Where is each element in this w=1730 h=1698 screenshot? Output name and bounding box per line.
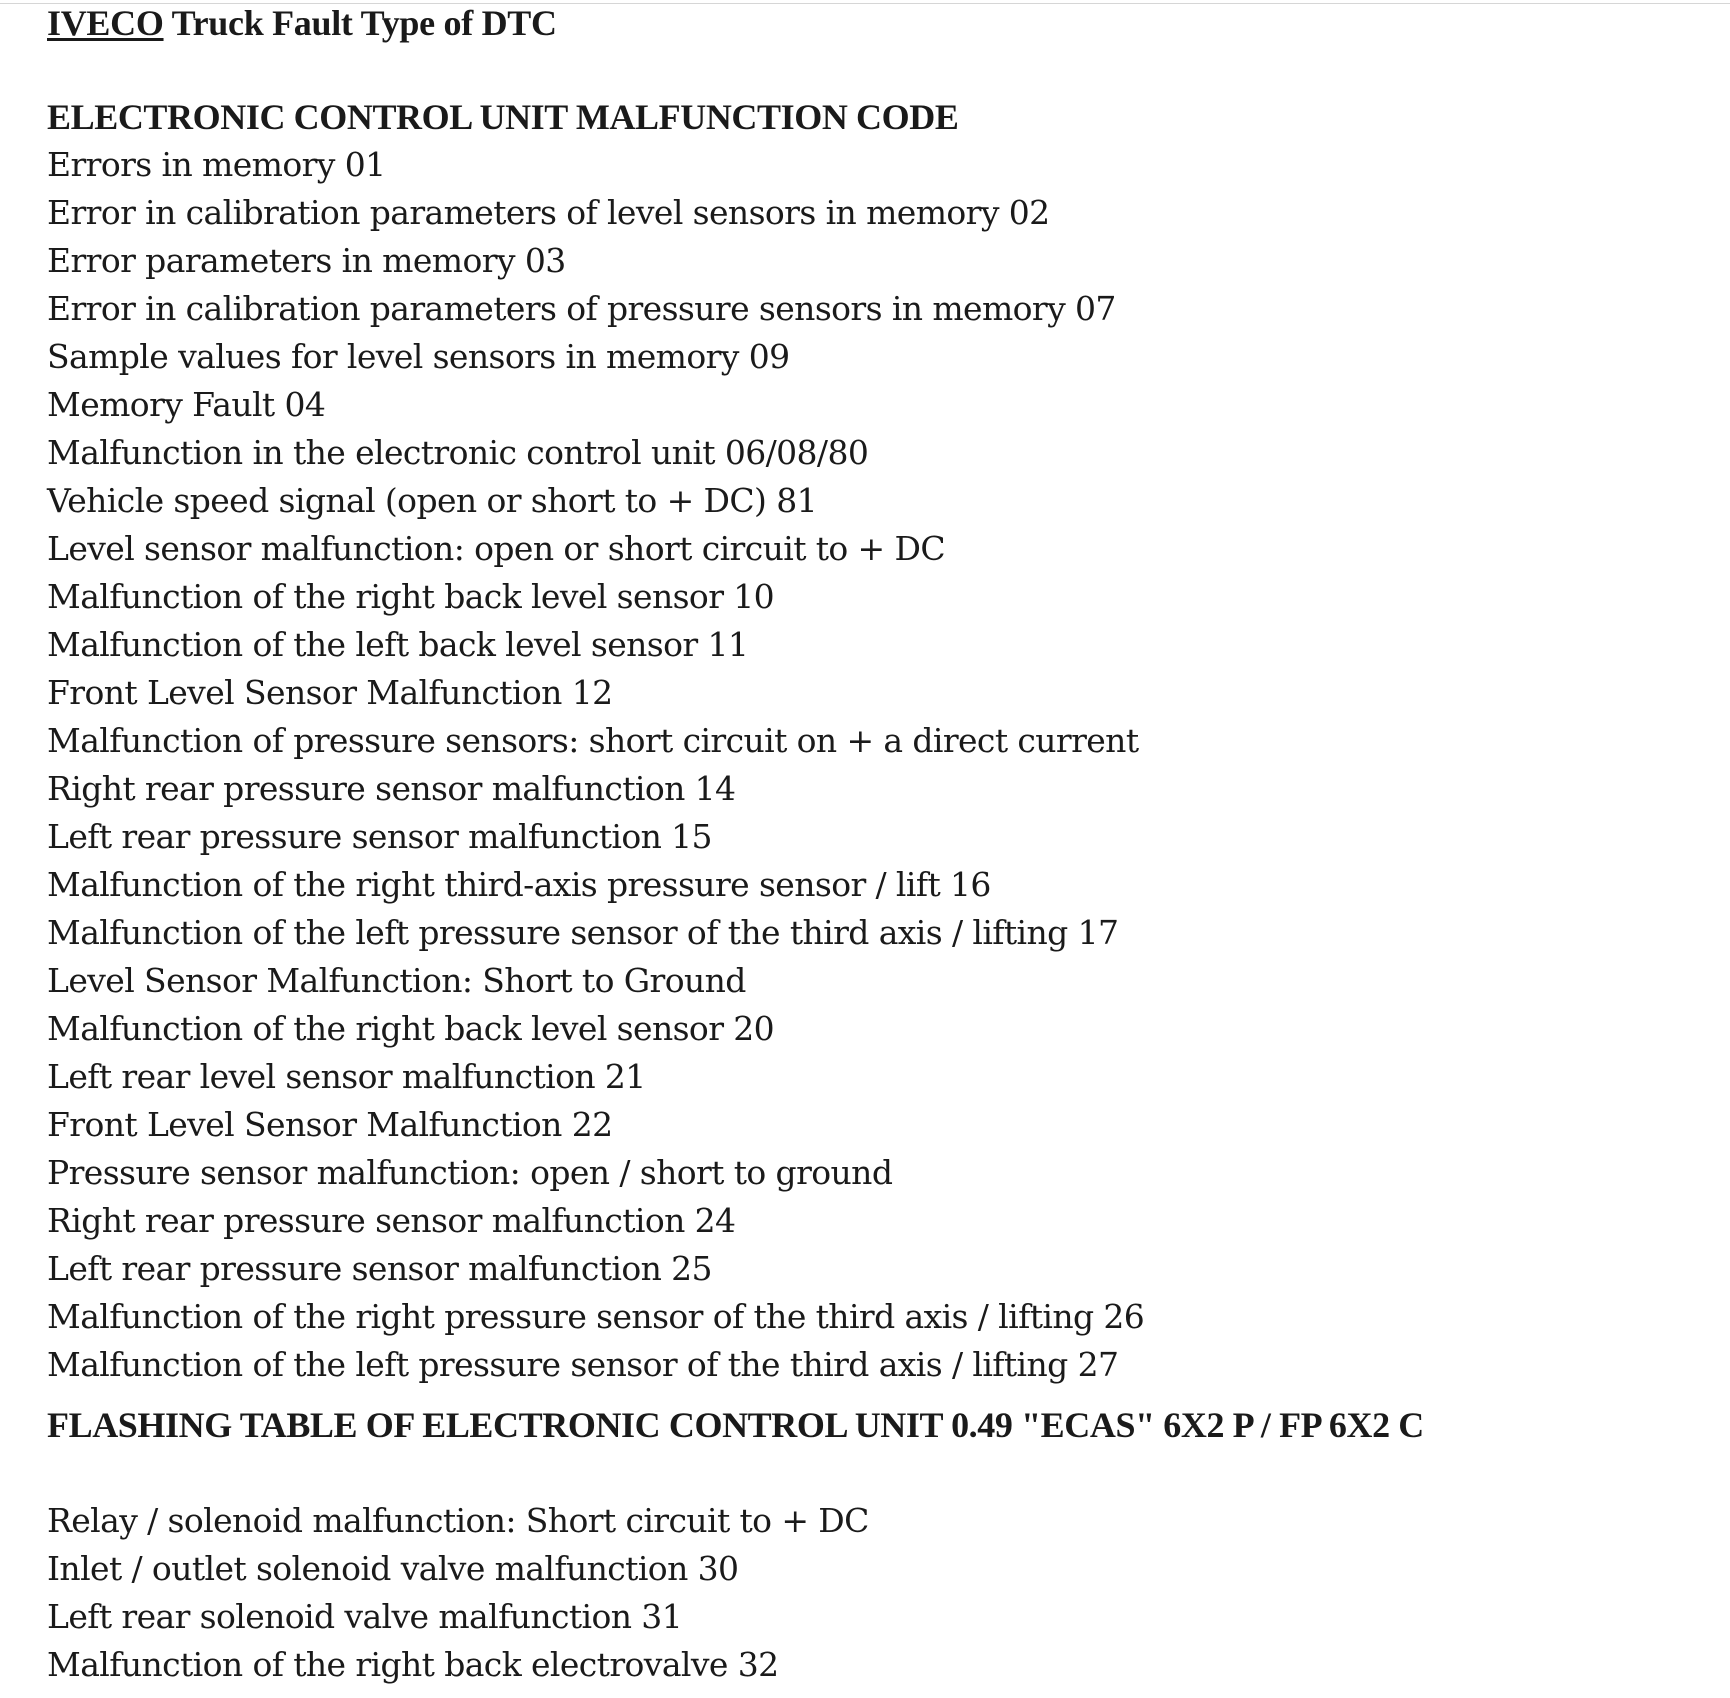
list-item: Error in calibration parameters of pressure sensors in memory 07 — [47, 289, 1116, 328]
document-body — [47, 0, 1730, 1689]
list-item: Malfunction of the right back electrovalve 32 — [47, 1645, 779, 1684]
list-item: Error in calibration parameters of level sensors in memory 02 — [47, 193, 1050, 232]
title-text: Truck Fault Type of DTC — [163, 3, 557, 43]
section-heading-flashing-table: FLASHING TABLE OF ELECTRONIC CONTROL UNIT 0.49 "ECAS" 6X2 P / FP 6X2 C — [47, 1405, 1424, 1445]
list-item: Relay / solenoid malfunction: Short circuit to + DC — [47, 1501, 869, 1540]
list-item: Malfunction of the left pressure sensor of the third axis / lifting 17 — [47, 913, 1119, 952]
list-item: Right rear pressure sensor malfunction 14 — [47, 769, 736, 808]
list-item: Pressure sensor malfunction: open / short to ground — [47, 1153, 893, 1192]
list-item: Malfunction of the right pressure sensor of the third axis / lifting 26 — [47, 1297, 1145, 1336]
list-item: Level Sensor Malfunction: Short to Ground — [47, 961, 746, 1000]
list-item: Left rear level sensor malfunction 21 — [47, 1057, 646, 1096]
list-item: Malfunction of the right third-axis pressure sensor / lift 16 — [47, 865, 991, 904]
list-item: Right rear pressure sensor malfunction 24 — [47, 1201, 736, 1240]
list-item: Errors in memory 01 — [47, 145, 386, 184]
list-item: Malfunction of the left back level sensor 11 — [47, 625, 749, 664]
page-title — [47, 3, 1730, 43]
list-item: Malfunction in the electronic control unit 06/08/80 — [47, 433, 869, 472]
list-item: Inlet / outlet solenoid valve malfunction 30 — [47, 1549, 739, 1588]
list-item: Malfunction of pressure sensors: short circuit on + a direct current — [47, 721, 1139, 760]
list-item: Left rear solenoid valve malfunction 31 — [47, 1597, 683, 1636]
list-item: Malfunction of the right back level sensor 10 — [47, 577, 775, 616]
list-item: Sample values for level sensors in memory 09 — [47, 337, 790, 376]
flashing-table-list — [47, 1497, 1730, 1689]
list-item: Front Level Sensor Malfunction 12 — [47, 673, 613, 712]
list-item: Left rear pressure sensor malfunction 15 — [47, 817, 712, 856]
ecu-code-list — [47, 141, 1730, 1389]
list-item: Malfunction of the right back level sensor 20 — [47, 1009, 775, 1048]
list-item: Level sensor malfunction: open or short circuit to + DC — [47, 529, 946, 568]
section-heading-ecu-codes: ELECTRONIC CONTROL UNIT MALFUNCTION CODE — [47, 97, 959, 137]
list-item: Malfunction of the left pressure sensor of the third axis / lifting 27 — [47, 1345, 1119, 1384]
list-item: Left rear pressure sensor malfunction 25 — [47, 1249, 712, 1288]
list-item: Vehicle speed signal (open or short to + DC) 81 — [47, 481, 817, 520]
list-item: Error parameters in memory 03 — [47, 241, 566, 280]
list-item: Front Level Sensor Malfunction 22 — [47, 1105, 613, 1144]
list-item: Memory Fault 04 — [47, 385, 326, 424]
brand-link[interactable]: IVECO — [47, 3, 164, 43]
